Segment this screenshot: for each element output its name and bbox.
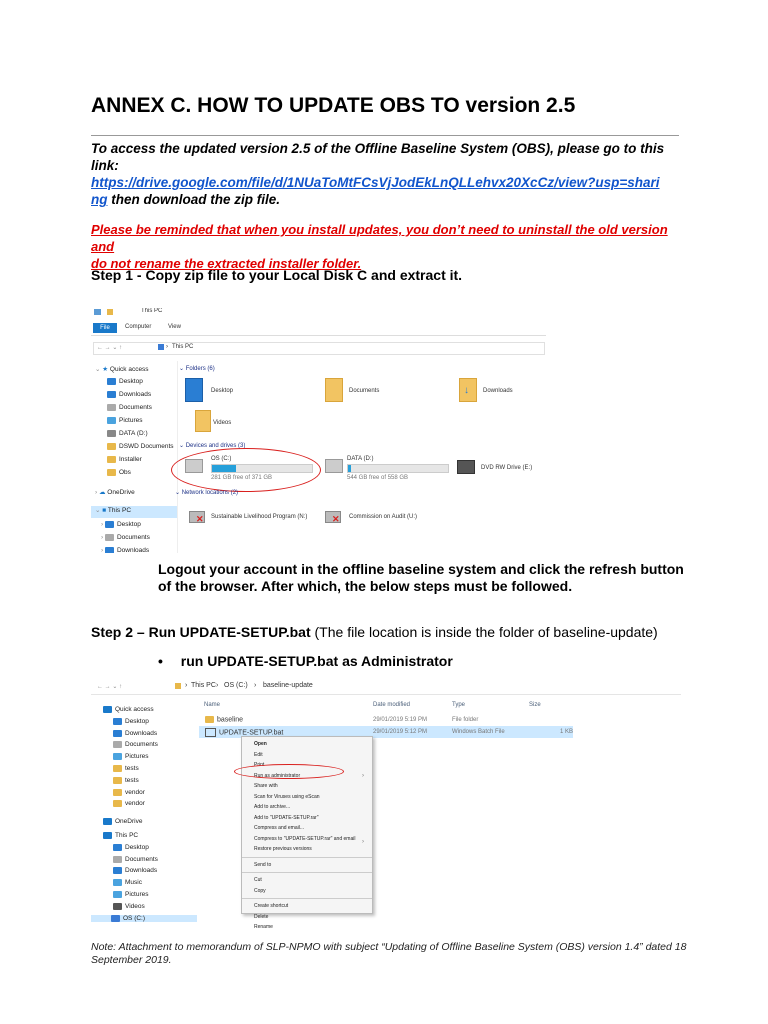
dvd-drive-name[interactable]: DVD RW Drive (E:) [481,465,533,471]
nav-item-label: vendor [125,788,145,796]
ribbon-tab-computer[interactable]: Computer [125,324,152,330]
row-baseline-type: File folder [452,717,479,723]
nav-item-label: Pictures [125,891,149,899]
highlight-circle [234,764,344,779]
explorer-window-this-pc [91,308,546,553]
nav-item[interactable] [113,856,158,863]
disconnected-icon: ✕ [196,514,204,524]
file-row-update-setup[interactable]: UPDATE-SETUP.bat [205,728,283,737]
nav-item[interactable] [113,730,157,737]
intro-text: To access the updated version 2.5 of the Offline Baseline System (OBS), please go to this link: [91,141,665,173]
nav-item-label: Music [125,879,142,887]
nav-dswd-documents[interactable]: DSWD Documents [107,443,174,450]
nav-item[interactable] [113,741,158,748]
network-drive-icon[interactable] [189,511,205,523]
videos-folder-icon[interactable] [195,410,211,432]
folder-downloads[interactable]: Downloads [483,388,513,394]
col-name[interactable]: Name [204,702,221,708]
nav-item-label: Downloads [125,729,158,737]
menu-run-as-administrator[interactable]: Run as administrator [254,772,301,779]
nav-pc-downloads[interactable]: › Downloads [101,547,150,553]
nav-item-label: Quick access [115,706,154,714]
context-menu [241,736,373,930]
row-update-date: 29/01/2019 5:12 PM [373,729,428,735]
nav-item-icon [113,765,122,772]
dvd-drive-icon[interactable] [457,460,475,474]
logout-line1: Logout your account in the offline baseline system and click the refresh button [158,561,684,577]
nav-item[interactable] [113,844,149,851]
nav-quick-access[interactable]: ⌄ ★ Quick access [95,366,149,373]
menu-restore-versions[interactable]: Restore previous versions [254,846,312,852]
menu-send-to[interactable]: Send to [254,861,272,868]
page-title: ANNEX C. HOW TO UPDATE OBS TO version 2.5 [91,94,576,117]
nav-item[interactable] [113,718,149,725]
nav-item[interactable] [113,789,145,796]
nav-item-icon [113,844,122,851]
nav-desktop[interactable]: Desktop [107,378,143,385]
download-arrow-icon: ↓ [464,385,469,396]
intro-paragraph [91,140,691,208]
nav-item[interactable] [103,706,154,713]
folder-icon [107,309,113,315]
pc-icon [158,344,164,350]
disconnected-icon: ✕ [332,514,340,524]
quick-toolbar-icon [94,309,101,315]
nav-item-icon [113,879,122,886]
breadcrumb-this-pc[interactable]: This PC [191,682,216,689]
navigation-pane [91,361,178,553]
intro-after-link: then download the zip file. [107,192,280,207]
data-drive-icon[interactable] [325,459,343,473]
nav-item-label: This PC [115,832,139,840]
nav-item-icon [113,800,122,807]
folder-videos[interactable]: Videos [213,420,232,426]
explorer-window-baseline-update [91,680,681,933]
nav-item[interactable] [113,800,145,807]
nav-item-icon [103,818,112,825]
nav-pc-documents[interactable]: › Documents [101,534,150,542]
menu-compress-rar-email[interactable]: Compress to "UPDATE-SETUP.rar" and email [254,835,356,842]
step2-bold: Step 2 – Run UPDATE-SETUP.bat [91,624,311,640]
folder-desktop[interactable]: Desktop [211,388,234,394]
desktop-folder-icon[interactable] [185,378,203,402]
network-header[interactable]: ⌄ Network locations (2) [175,490,239,496]
network-coa[interactable]: Commission on Audit (U:) [349,514,418,520]
nav-item[interactable] [103,832,138,839]
nav-pc-desktop[interactable]: › Desktop [101,521,141,529]
nav-item-label: Downloads [125,867,158,875]
nav-item-label: Pictures [125,753,149,761]
ribbon-tab-view[interactable]: View [168,324,181,330]
step1-heading: Step 1 - Copy zip file to your Local Disk C and extract it. [91,267,463,283]
menu-add-rar[interactable]: Add to "UPDATE-SETUP.rar" [254,814,319,821]
submenu-arrow-icon: › [362,839,364,845]
nav-item[interactable] [113,879,142,886]
nav-item-label: OneDrive [115,818,143,826]
devices-header[interactable]: ⌄ Devices and drives (3) [179,443,246,449]
menu-add-archive[interactable]: Add to archive... [254,804,291,810]
nav-downloads[interactable]: Downloads [107,391,151,398]
nav-item[interactable] [91,915,197,922]
nav-data-drive[interactable]: DATA (D:) [107,430,148,437]
nav-item[interactable] [113,867,157,874]
footnote-line1: Note: Attachment to memorandum of SLP-NPMO with subject “Updating of Offline Baseline System (OBS) version 1.4” dated 18 [91,941,687,953]
back-arrow-icon[interactable]: ← → ⌄ ↑ [97,345,123,351]
nav-item[interactable] [113,753,148,760]
nav-item-label: Videos [125,903,145,911]
nav-item-label: Documents [125,741,158,749]
nav-item-icon [113,730,122,737]
drive-d-usage-fill [348,465,351,472]
ribbon [91,321,546,336]
nav-installer[interactable]: Installer [107,456,142,463]
nav-item[interactable] [103,818,142,825]
nav-arrows-icon[interactable]: ← → ⌄ ↑ [97,684,123,690]
address-bar[interactable]: ← → ⌄ ↑ › This PC › OS (C:) › baseline-update [91,680,681,695]
menu-cut[interactable]: Cut [254,877,262,883]
menu-share-with[interactable]: Share with [254,783,278,789]
logout-line2: of the browser. After which, the below steps must be followed. [158,578,573,594]
nav-item-icon [113,741,122,748]
network-drive-icon[interactable] [325,511,341,523]
nav-obs[interactable]: Obs [107,469,131,476]
documents-folder-icon[interactable] [325,378,343,402]
breadcrumb-os-c[interactable]: OS (C:) [224,682,248,689]
address-bar[interactable]: ← → ⌄ ↑ › This PC [93,342,545,355]
nav-item[interactable] [113,903,145,910]
menu-delete[interactable]: Delete [254,913,269,920]
nav-onedrive[interactable]: › ☁ OneDrive [95,489,135,496]
batch-file-icon [205,728,216,737]
reminder-line1: Please be reminded that when you install updates, you don’t need to uninstall the old version and [91,222,668,254]
nav-item-icon [113,789,122,796]
drive-d-name[interactable]: DATA (D:) [347,456,374,462]
footnote [91,941,691,967]
menu-separator [242,898,372,899]
bullet-item [158,653,453,670]
network-slp[interactable]: Sustainable Livelihood Program (N:) [211,514,308,520]
bullet-symbol: • [158,653,163,669]
nav-item-label: Desktop [125,718,149,726]
window-title: This PC [141,308,163,314]
file-row-baseline[interactable]: baseline [205,716,243,723]
nav-item-label: vendor [125,800,145,808]
nav-item-icon [113,867,122,874]
reminder [91,221,691,272]
col-type[interactable]: Type [452,702,466,708]
title-bar [91,308,546,318]
drive-c-name[interactable]: OS (C:) [211,456,232,462]
breadcrumb-baseline-update[interactable]: baseline-update [263,682,313,689]
nav-documents[interactable]: Documents [107,404,152,411]
nav-item-icon [113,856,122,863]
row-update-size: 1 KB [560,729,574,735]
drive-c-free: 281 GB free of 371 GB [211,475,273,481]
address-path: This PC [172,344,194,350]
nav-item-icon [103,706,112,713]
drive-d-usage-bar [347,464,449,473]
nav-item-icon [113,718,122,725]
nav-item-icon [103,832,112,839]
col-size[interactable]: Size [529,702,541,708]
row-update-type: Windows Batch File [452,729,505,735]
folder-documents[interactable]: Documents [349,388,380,394]
nav-item-label: tests [125,777,139,785]
submenu-arrow-icon: › [362,773,364,779]
menu-create-shortcut[interactable]: Create shortcut [254,903,289,909]
nav-item-label: Desktop [125,844,149,852]
reminder-line2: do not rename the extracted installer folder. [91,256,362,271]
drive-link-continued[interactable]: ng [91,192,108,207]
footnote-line2: September 2019. [91,954,172,966]
nav-item-label: tests [125,765,139,773]
downloads-folder-icon[interactable] [459,378,477,402]
menu-edit[interactable]: Edit [254,751,263,758]
menu-copy[interactable]: Copy [254,887,266,894]
drive-d-free: 544 GB free of 558 GB [347,475,409,481]
ribbon-tab-file[interactable]: File [93,323,117,333]
nav-item[interactable] [113,891,148,898]
menu-separator [242,857,372,858]
highlight-circle [171,448,321,492]
menu-open[interactable]: Open [254,741,267,747]
nav-item-icon [113,891,122,898]
title-rule [91,135,679,136]
navigation-pane [91,704,197,933]
nav-item-icon [113,903,122,910]
nav-item-label: Documents [125,855,158,863]
folder-icon [175,683,181,689]
nav-item[interactable] [113,765,139,772]
menu-scan-escan[interactable]: Scan for Viruses using eScan [254,793,320,800]
drive-link[interactable]: https://drive.google.com/file/d/1NUaToMtFCsVjJodEkLnQLLehvx20XcCz/view?usp=shari [91,175,660,190]
step2-note: (The file location is inside the folder of baseline-update) [310,624,658,640]
menu-print[interactable]: Print [254,762,265,768]
nav-item-icon [113,753,122,760]
row-baseline-date: 29/01/2019 5:19 PM [373,717,428,723]
nav-pictures[interactable]: Pictures [107,417,142,424]
menu-rename[interactable]: Rename [254,924,273,930]
nav-this-pc[interactable]: ⌄ ■ This PC [91,506,177,518]
step2-heading [91,624,658,641]
nav-item-icon [111,915,120,922]
bullet-text: run UPDATE-SETUP.bat as Administrator [180,653,453,669]
col-date[interactable]: Date modified [373,702,411,708]
logout-instructions [158,561,698,595]
menu-compress-email[interactable]: Compress and email... [254,825,305,831]
folders-header[interactable]: ⌄ Folders (6) [179,366,215,372]
nav-item-label: OS (C:) [123,914,146,922]
nav-item[interactable] [113,777,139,784]
menu-separator [242,872,372,873]
nav-item-icon [113,777,122,784]
